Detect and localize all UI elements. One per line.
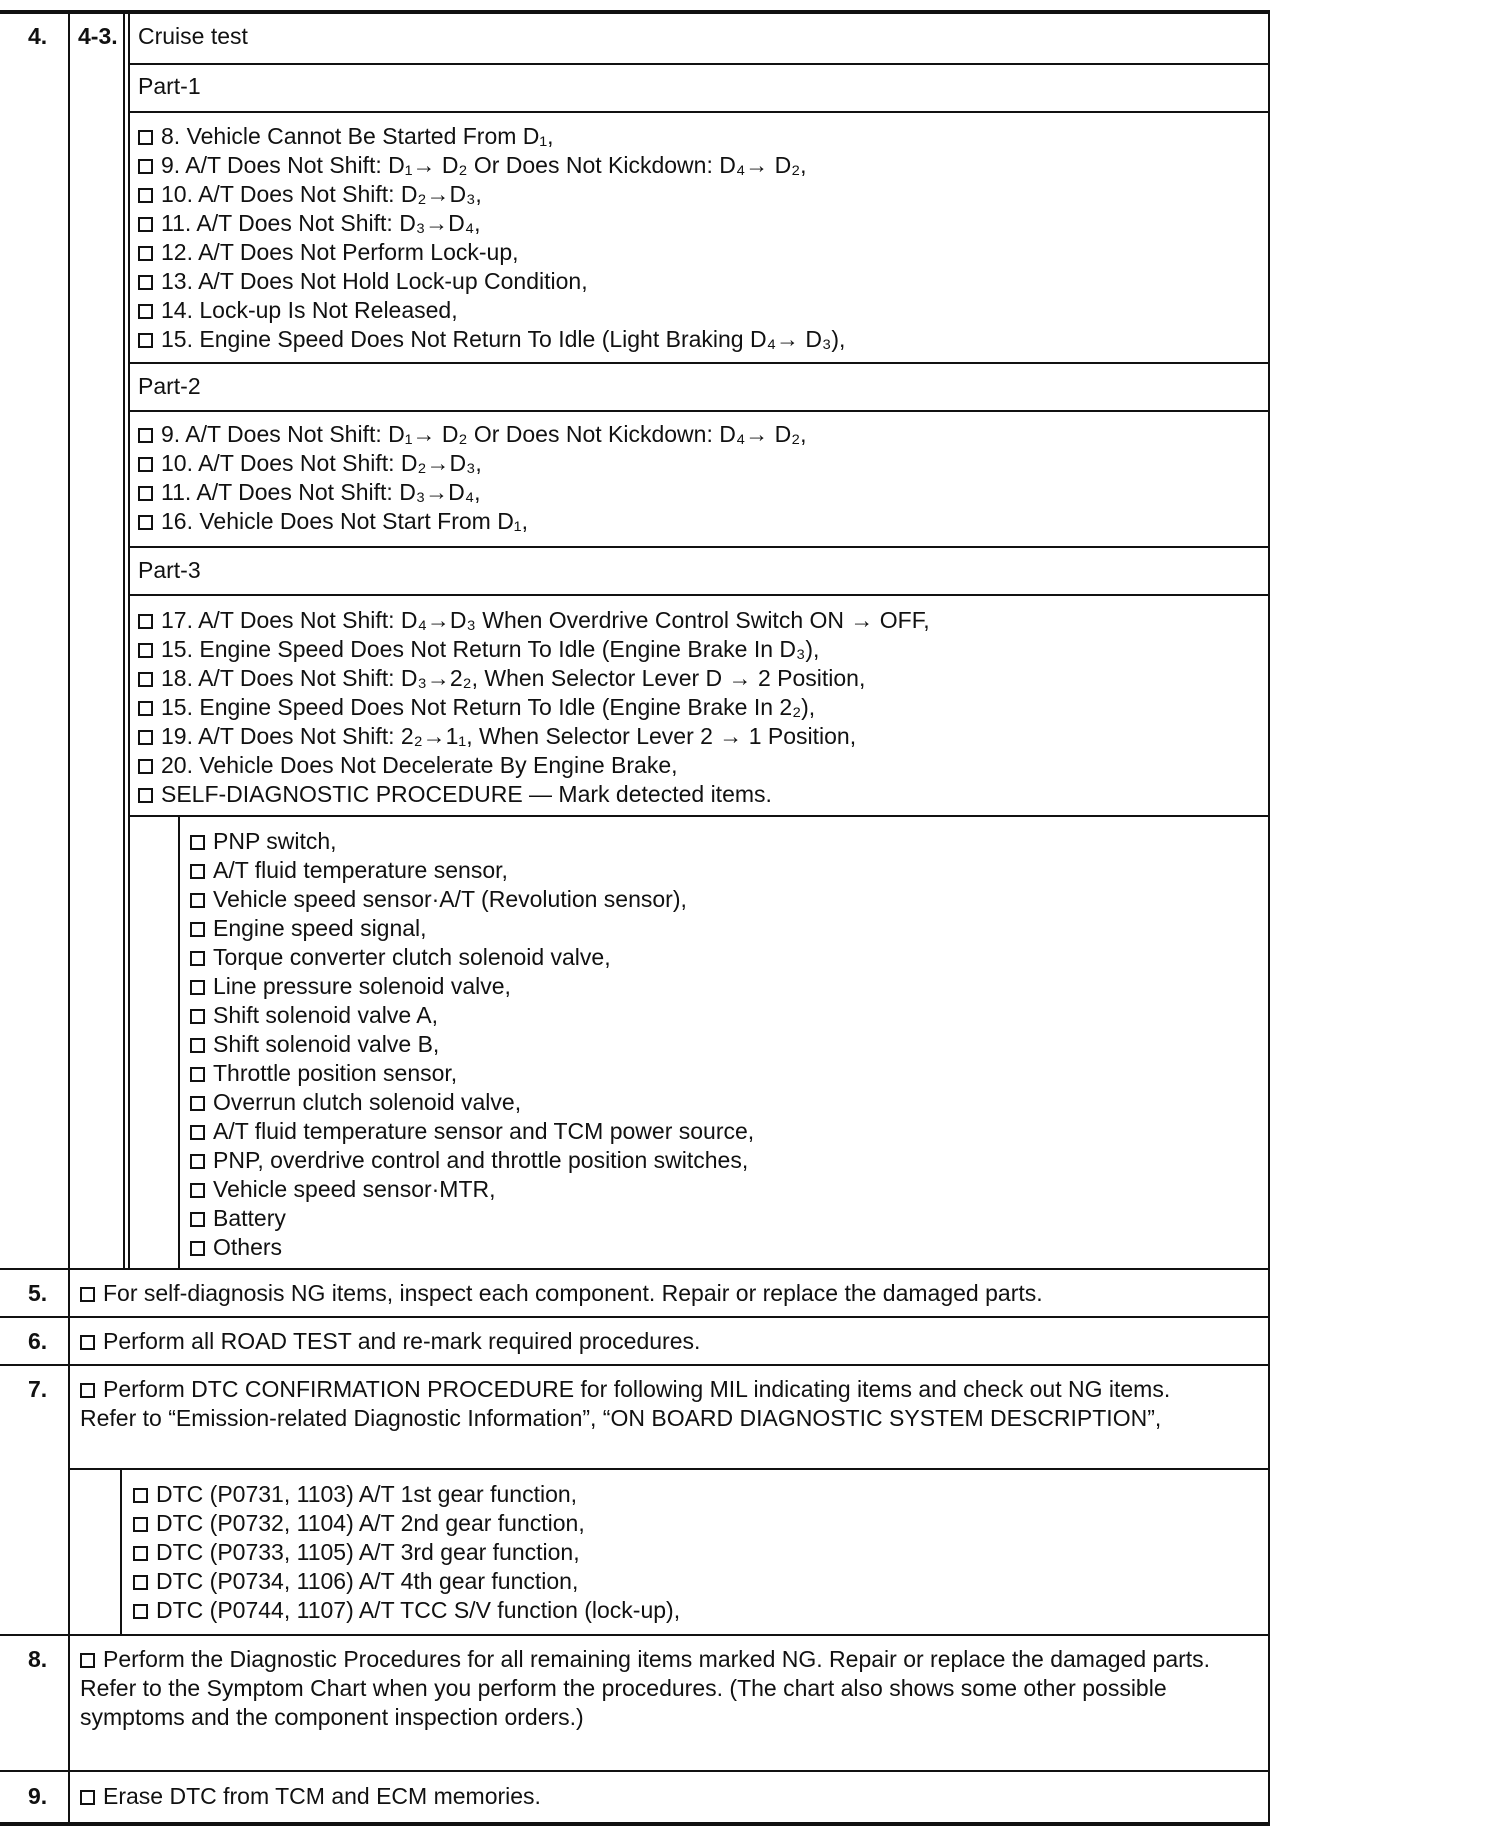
self-diagnostic-list bbox=[190, 827, 754, 1262]
checkbox[interactable] bbox=[80, 1790, 95, 1805]
column-divider bbox=[178, 815, 180, 1268]
checkbox[interactable] bbox=[190, 1009, 205, 1024]
divider bbox=[130, 594, 1270, 596]
list-item: 10. A/T Does Not Shift: D₂→D₃, bbox=[138, 180, 845, 209]
step-number-5: 5. bbox=[28, 1280, 48, 1306]
checkbox[interactable] bbox=[138, 614, 153, 629]
checkbox[interactable] bbox=[138, 759, 153, 774]
column-divider bbox=[123, 10, 125, 1268]
step-9-item: Erase DTC from TCM and ECM memories. bbox=[80, 1782, 541, 1811]
list-item: 10. A/T Does Not Shift: D₂→D₃, bbox=[138, 449, 807, 478]
checkbox[interactable] bbox=[133, 1546, 148, 1561]
column-divider bbox=[120, 1468, 122, 1634]
checkbox[interactable] bbox=[133, 1517, 148, 1532]
list-item: Shift solenoid valve A, bbox=[190, 1001, 754, 1030]
checkbox[interactable] bbox=[190, 1212, 205, 1227]
table-top-border bbox=[0, 10, 1270, 14]
part-2-list bbox=[138, 420, 807, 536]
checkbox[interactable] bbox=[190, 1125, 205, 1140]
list-item: Vehicle speed sensor·MTR, bbox=[190, 1175, 754, 1204]
checkbox[interactable] bbox=[133, 1575, 148, 1590]
list-item: 8. Vehicle Cannot Be Started From D₁, bbox=[138, 122, 845, 151]
list-item: 11. A/T Does Not Shift: D₃→D₄, bbox=[138, 209, 845, 238]
list-item: DTC (P0734, 1106) A/T 4th gear function, bbox=[133, 1567, 680, 1596]
list-item: 12. A/T Does Not Perform Lock-up, bbox=[138, 238, 845, 267]
checkbox[interactable] bbox=[80, 1335, 95, 1350]
list-item: Others bbox=[190, 1233, 754, 1262]
checkbox[interactable] bbox=[190, 922, 205, 937]
checkbox[interactable] bbox=[133, 1488, 148, 1503]
part-2-label: Part-2 bbox=[138, 373, 201, 399]
checkbox[interactable] bbox=[138, 643, 153, 658]
table-bottom-border bbox=[0, 1822, 1270, 1826]
list-item: Overrun clutch solenoid valve, bbox=[190, 1088, 754, 1117]
divider bbox=[0, 1364, 1270, 1366]
column-divider bbox=[128, 10, 130, 1268]
checkbox[interactable] bbox=[138, 788, 153, 803]
checkbox[interactable] bbox=[138, 304, 153, 319]
checkbox[interactable] bbox=[80, 1287, 95, 1302]
list-item: 11. A/T Does Not Shift: D₃→D₄, bbox=[138, 478, 807, 507]
section-title: Cruise test bbox=[138, 23, 248, 49]
list-item: 15. Engine Speed Does Not Return To Idle (Engine Brake In 2₂), bbox=[138, 693, 930, 722]
divider bbox=[70, 1468, 1270, 1470]
list-item: 20. Vehicle Does Not Decelerate By Engine Brake, bbox=[138, 751, 930, 780]
checkbox[interactable] bbox=[190, 1241, 205, 1256]
list-item: A/T fluid temperature sensor and TCM power source, bbox=[190, 1117, 754, 1146]
list-item: DTC (P0732, 1104) A/T 2nd gear function, bbox=[133, 1509, 680, 1538]
list-item: SELF-DIAGNOSTIC PROCEDURE — Mark detected items. bbox=[138, 780, 930, 809]
list-item: A/T fluid temperature sensor, bbox=[190, 856, 754, 885]
step-number-7: 7. bbox=[28, 1376, 48, 1402]
step-number-8: 8. bbox=[28, 1646, 48, 1672]
step-6-item: Perform all ROAD TEST and re-mark required procedures. bbox=[80, 1327, 700, 1356]
part-1-list bbox=[138, 122, 845, 354]
divider bbox=[0, 1268, 1270, 1270]
list-item: 15. Engine Speed Does Not Return To Idle (Light Braking D₄→ D₃), bbox=[138, 325, 845, 354]
reference-note: Refer to the Symptom Chart when you perform the procedures. (The chart also shows some other possible symptoms and the component inspection orders.) bbox=[80, 1675, 1167, 1730]
checkbox[interactable] bbox=[190, 893, 205, 908]
checkbox[interactable] bbox=[190, 1154, 205, 1169]
list-item: PNP, overdrive control and throttle position switches, bbox=[190, 1146, 754, 1175]
list-item: 9. A/T Does Not Shift: D₁→ D₂ Or Does Not Kickdown: D₄→ D₂, bbox=[138, 420, 807, 449]
checkbox[interactable] bbox=[138, 457, 153, 472]
part-3-list bbox=[138, 606, 930, 809]
checkbox[interactable] bbox=[80, 1383, 95, 1398]
list-item: Shift solenoid valve B, bbox=[190, 1030, 754, 1059]
checkbox[interactable] bbox=[138, 159, 153, 174]
list-item: DTC (P0744, 1107) A/T TCC S/V function (lock-up), bbox=[133, 1596, 680, 1625]
checkbox[interactable] bbox=[190, 864, 205, 879]
step-number-9: 9. bbox=[28, 1783, 48, 1809]
substep-number: 4-3. bbox=[78, 23, 118, 49]
part-3-label: Part-3 bbox=[138, 557, 201, 583]
column-divider bbox=[68, 10, 70, 1824]
list-item: 16. Vehicle Does Not Start From D₁, bbox=[138, 507, 807, 536]
divider bbox=[130, 362, 1270, 364]
checkbox[interactable] bbox=[138, 515, 153, 530]
step-5-item: For self-diagnosis NG items, inspect each component. Repair or replace the damaged parts. bbox=[80, 1279, 1043, 1308]
divider bbox=[130, 815, 1270, 817]
list-item: 14. Lock-up Is Not Released, bbox=[138, 296, 845, 325]
list-item: 13. A/T Does Not Hold Lock-up Condition, bbox=[138, 267, 845, 296]
checkbox[interactable] bbox=[138, 130, 153, 145]
checkbox[interactable] bbox=[138, 730, 153, 745]
divider bbox=[130, 63, 1270, 65]
step-number-6: 6. bbox=[28, 1328, 48, 1354]
checkbox[interactable] bbox=[138, 246, 153, 261]
divider bbox=[130, 410, 1270, 412]
list-item: Throttle position sensor, bbox=[190, 1059, 754, 1088]
checkbox[interactable] bbox=[190, 1067, 205, 1082]
list-item: Torque converter clutch solenoid valve, bbox=[190, 943, 754, 972]
divider bbox=[0, 1316, 1270, 1318]
divider bbox=[0, 1634, 1270, 1636]
checkbox[interactable] bbox=[138, 428, 153, 443]
step-8-item: Perform the Diagnostic Procedures for all remaining items marked NG. Repair or replace the damaged parts. Refer to the Symptom Chart when you perform the procedures. (The chart also shows some other possible symptoms and the component inspection orders.) bbox=[80, 1645, 1260, 1732]
divider bbox=[130, 546, 1270, 548]
list-item: DTC (P0731, 1103) A/T 1st gear function, bbox=[133, 1480, 680, 1509]
list-item: 15. Engine Speed Does Not Return To Idle (Engine Brake In D₃), bbox=[138, 635, 930, 664]
checkbox[interactable] bbox=[138, 188, 153, 203]
checkbox[interactable] bbox=[138, 486, 153, 501]
checkbox[interactable] bbox=[190, 1096, 205, 1111]
checkbox[interactable] bbox=[190, 951, 205, 966]
list-item: DTC (P0733, 1105) A/T 3rd gear function, bbox=[133, 1538, 680, 1567]
list-item: 9. A/T Does Not Shift: D₁→ D₂ Or Does Not Kickdown: D₄→ D₂, bbox=[138, 151, 845, 180]
checkbox[interactable] bbox=[190, 1038, 205, 1053]
list-item: 17. A/T Does Not Shift: D₄→D₃ When Overdrive Control Switch ON → OFF, bbox=[138, 606, 930, 635]
checkbox[interactable] bbox=[80, 1653, 95, 1668]
step-number-4: 4. bbox=[28, 23, 48, 49]
checkbox[interactable] bbox=[190, 835, 205, 850]
checkbox[interactable] bbox=[190, 980, 205, 995]
part-1-label: Part-1 bbox=[138, 73, 201, 99]
table-right-border bbox=[1268, 10, 1270, 1824]
list-item: PNP switch, bbox=[190, 827, 754, 856]
divider bbox=[0, 1770, 1270, 1772]
checkbox[interactable] bbox=[138, 333, 153, 348]
divider bbox=[130, 111, 1270, 113]
list-item: Engine speed signal, bbox=[190, 914, 754, 943]
checkbox[interactable] bbox=[133, 1604, 148, 1619]
dtc-list bbox=[133, 1480, 680, 1625]
checkbox[interactable] bbox=[138, 672, 153, 687]
checkbox[interactable] bbox=[138, 275, 153, 290]
checkbox[interactable] bbox=[138, 701, 153, 716]
step-7-item: Perform DTC CONFIRMATION PROCEDURE for following MIL indicating items and check out NG items. Refer to “Emission-related Diagnostic Information”, “ON BOARD DIAGNOSTIC SYSTEM DESCRIPTION”, bbox=[80, 1375, 1260, 1433]
list-item: 19. A/T Does Not Shift: 2₂→1₁, When Selector Lever 2 → 1 Position, bbox=[138, 722, 930, 751]
checkbox[interactable] bbox=[190, 1183, 205, 1198]
checkbox[interactable] bbox=[138, 217, 153, 232]
list-item: 18. A/T Does Not Shift: D₃→2₂, When Selector Lever D → 2 Position, bbox=[138, 664, 930, 693]
list-item: Vehicle speed sensor·A/T (Revolution sensor), bbox=[190, 885, 754, 914]
list-item: Line pressure solenoid valve, bbox=[190, 972, 754, 1001]
list-item: Battery bbox=[190, 1204, 754, 1233]
reference-note: Refer to “Emission-related Diagnostic Information”, “ON BOARD DIAGNOSTIC SYSTEM DESCRIPTION”, bbox=[80, 1405, 1162, 1431]
